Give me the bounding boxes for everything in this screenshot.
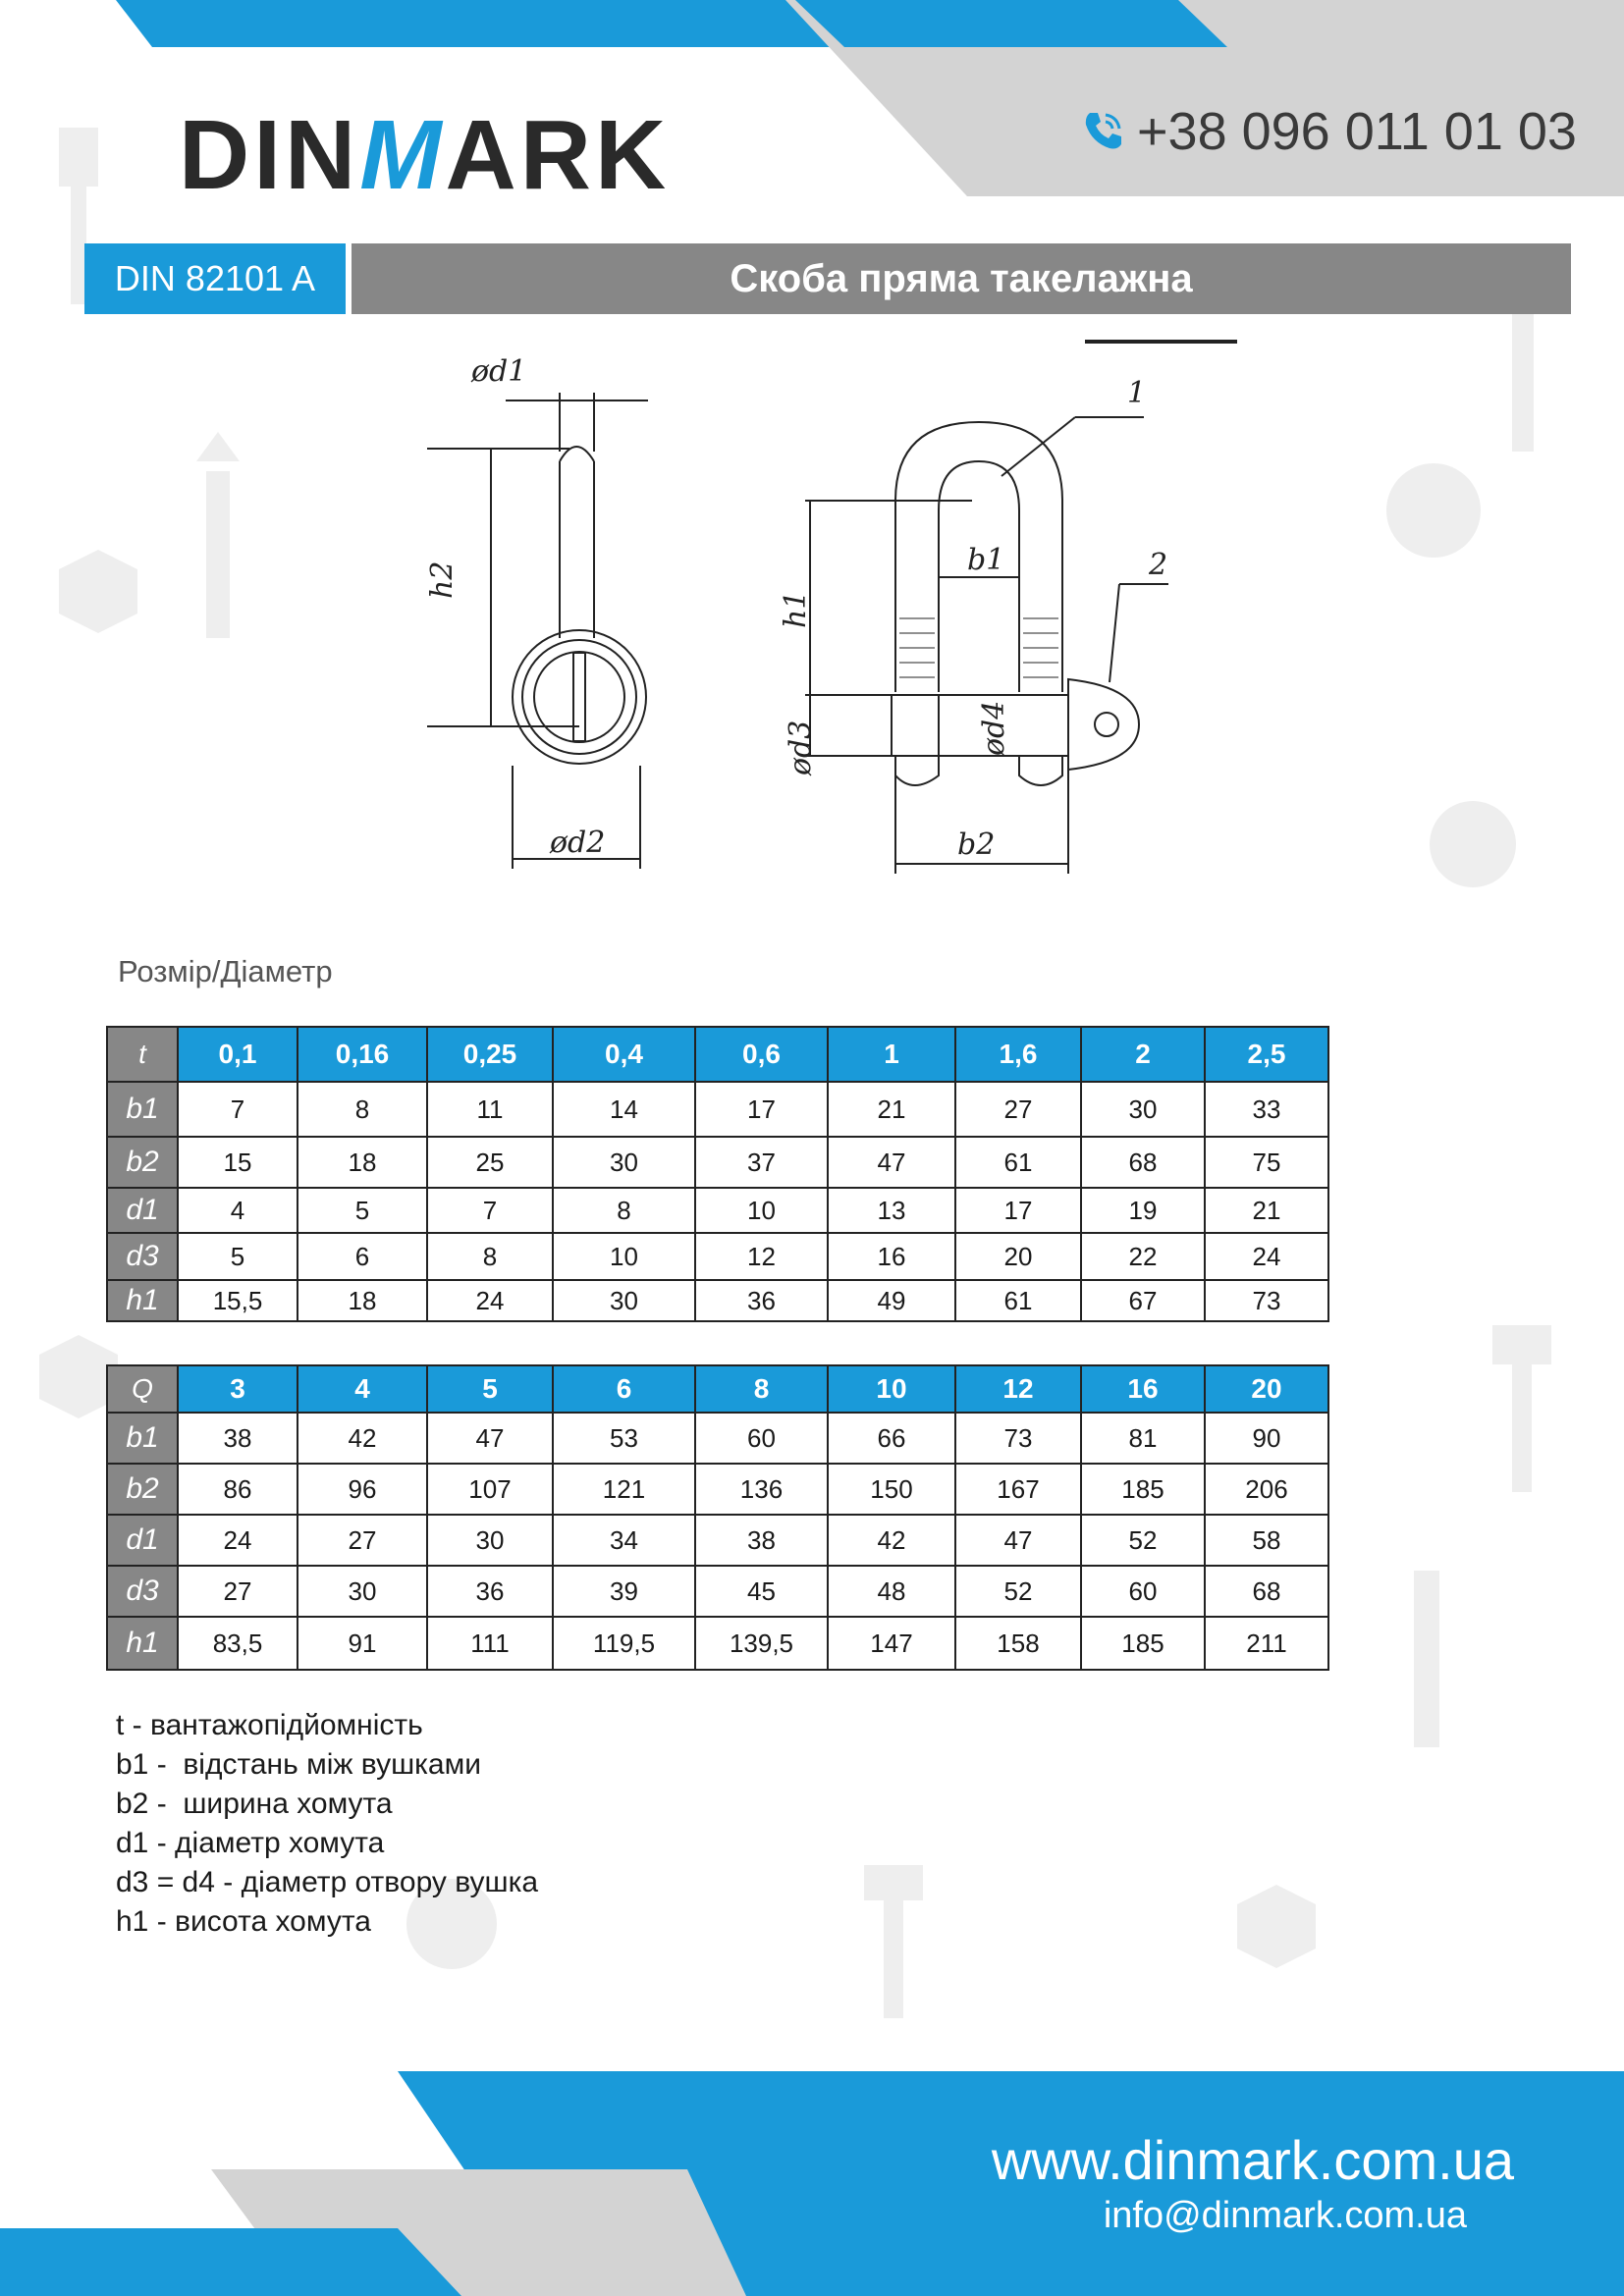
row-label: d1 [107,1515,178,1566]
table-header-cell: 1 [828,1027,955,1082]
table-cell: 150 [828,1464,955,1515]
table-cell: 91 [298,1617,427,1670]
table-header-cell: 0,1 [178,1027,298,1082]
eye-outer [513,630,646,764]
table-cell: 86 [178,1464,298,1515]
table-cell: 10 [695,1188,828,1233]
technical-drawing [393,334,1237,893]
table-cell: 17 [955,1188,1081,1233]
table-cell: 30 [553,1280,695,1321]
table-cell: 38 [178,1413,298,1464]
table-cell: 7 [427,1188,553,1233]
callout-2: 2 [1149,548,1168,582]
table-row [107,1233,1328,1280]
table-cell: 27 [178,1566,298,1617]
table-cell: 167 [955,1464,1081,1515]
email-link[interactable]: info@dinmark.com.ua [1103,2195,1467,2236]
table-cell: 30 [1081,1082,1205,1137]
table-cell: 15 [178,1137,298,1188]
row-label: b1 [107,1082,178,1137]
eye-inner [534,652,624,742]
row-label: d3 [107,1233,178,1280]
table-cell: 5 [298,1188,427,1233]
table-row [107,1280,1328,1321]
table-cell: 37 [695,1137,828,1188]
table-cell: 7 [178,1082,298,1137]
table-row [107,1413,1328,1464]
table-header-cell: 0,4 [553,1027,695,1082]
table-cell: 8 [298,1082,427,1137]
table-cell: 68 [1205,1566,1328,1617]
table-row [107,1082,1328,1137]
table-header-cell: 5 [427,1365,553,1413]
table-cell: 47 [828,1137,955,1188]
callout-1: 1 [1127,376,1147,410]
table-header-cell: 16 [1081,1365,1205,1413]
table-cell: 8 [427,1233,553,1280]
table-cell: 185 [1081,1617,1205,1670]
row-label: h1 [107,1280,178,1321]
table-cell: 60 [695,1413,828,1464]
table-header-cell: 0,6 [695,1027,828,1082]
screw-icon [196,432,240,638]
table-cell: 73 [955,1413,1081,1464]
bolt-icon [864,1865,923,2018]
table-cell: 83,5 [178,1617,298,1670]
table-cell: 18 [298,1137,427,1188]
legend-item: h1 - висота хомута [116,1905,371,1938]
table-cell: 8 [553,1188,695,1233]
table-cell: 13 [828,1188,955,1233]
legend [116,1706,538,1942]
table-header-cell: 2 [1081,1027,1205,1082]
table-row [107,1617,1328,1670]
screw-icon [1414,1571,1439,1747]
label-d3: ød3 [784,720,818,775]
shackle-side-leg [560,461,594,638]
table-cell: 27 [298,1515,427,1566]
table-cell: 24 [1205,1233,1328,1280]
legend-item: b2 - ширина хомута [116,1788,393,1820]
label-h1: h1 [779,590,813,628]
table-cell: 52 [955,1566,1081,1617]
table-header-cell: 10 [828,1365,955,1413]
table-cell: 119,5 [553,1617,695,1670]
table-cell: 53 [553,1413,695,1464]
table-cell: 58 [1205,1515,1328,1566]
table-cell: 21 [1205,1188,1328,1233]
table-cell: 136 [695,1464,828,1515]
row-label: b2 [107,1137,178,1188]
website-link[interactable]: www.dinmark.com.ua [991,2129,1514,2191]
row-label: h1 [107,1617,178,1670]
table-cell: 96 [298,1464,427,1515]
table-cell: 33 [1205,1082,1328,1137]
table-cell: 75 [1205,1137,1328,1188]
standard-code: DIN 82101 A [84,243,346,314]
table-header-cell: 4 [298,1365,427,1413]
table-cell: 147 [828,1617,955,1670]
table-row [107,1566,1328,1617]
table-header-row [107,1027,1328,1082]
table-cell: 52 [1081,1515,1205,1566]
washer-icon [1386,463,1481,558]
row-label: b2 [107,1464,178,1515]
table-cell: 81 [1081,1413,1205,1464]
table-cell: 139,5 [695,1617,828,1670]
table-cell: 39 [553,1566,695,1617]
table-cell: 24 [178,1515,298,1566]
brand-logo: DINMARK [179,100,671,210]
table-cell: 5 [178,1233,298,1280]
table-cell: 19 [1081,1188,1205,1233]
row-label: b1 [107,1413,178,1464]
table-cell: 47 [955,1515,1081,1566]
table-cell: 38 [695,1515,828,1566]
table-cell: 60 [1081,1566,1205,1617]
table-header-cell: 8 [695,1365,828,1413]
table-cell: 20 [955,1233,1081,1280]
table-cell: 42 [828,1515,955,1566]
table-cell: 16 [828,1233,955,1280]
legend-item: t - вантажопідйомність [116,1709,423,1741]
label-h2: h2 [425,561,460,599]
table-cell: 6 [298,1233,427,1280]
label-d4: ød4 [977,700,1011,756]
pin-slot [573,653,585,741]
table-cell: 17 [695,1082,828,1137]
nut-icon [1237,1885,1316,1968]
table-cell: 49 [828,1280,955,1321]
bolt-icon [1492,1325,1551,1492]
table-cell: 15,5 [178,1280,298,1321]
table-cell: 107 [427,1464,553,1515]
table-cell: 25 [427,1137,553,1188]
row-label: d3 [107,1566,178,1617]
table-cell: 42 [298,1413,427,1464]
phone-number: +38 096 011 01 03 [1137,102,1577,161]
table-cell: 206 [1205,1464,1328,1515]
table-cell: 66 [828,1413,955,1464]
table-row [107,1515,1328,1566]
table-cell: 36 [695,1280,828,1321]
table-header-cell: 3 [178,1365,298,1413]
table-cell: 30 [427,1515,553,1566]
table-header-row [107,1365,1328,1413]
table-cell: 18 [298,1280,427,1321]
legend-item: d3 = d4 - діаметр отвору вушка [116,1866,539,1898]
row-label: d1 [107,1188,178,1233]
table-cell: 61 [955,1280,1081,1321]
label-d1: ød1 [471,354,527,389]
table-header-cell: 0,25 [427,1027,553,1082]
table-cell: 27 [955,1082,1081,1137]
table-header-cell: 20 [1205,1365,1328,1413]
product-title: Скоба пряма такелажна [352,243,1571,314]
spec-table-2 [106,1364,1329,1671]
phone-contact[interactable] [1078,102,1577,161]
table-cell: 90 [1205,1413,1328,1464]
table-header-cell: 0,16 [298,1027,427,1082]
pin-hole [1095,713,1118,736]
table-header-cell: 6 [553,1365,695,1413]
table-cell: 14 [553,1082,695,1137]
table-cell: 30 [298,1566,427,1617]
table-cell: 11 [427,1082,553,1137]
table-header-label: Q [107,1365,178,1413]
legend-item: b1 - відстань між вушками [116,1748,481,1781]
table-cell: 24 [427,1280,553,1321]
washer-icon [1430,801,1516,887]
table-cell: 67 [1081,1280,1205,1321]
phone-icon [1078,107,1127,156]
table-cell: 68 [1081,1137,1205,1188]
nut-icon [59,550,137,633]
table-cell: 185 [1081,1464,1205,1515]
table-row [107,1188,1328,1233]
table-cell: 45 [695,1566,828,1617]
table-header-cell: 12 [955,1365,1081,1413]
eye-middle [522,640,636,754]
pin-head [1068,679,1139,770]
legend-item: d1 - діаметр хомута [116,1827,385,1859]
table-cell: 48 [828,1566,955,1617]
spec-table-1 [106,1026,1329,1322]
table-header-label: t [107,1027,178,1082]
table-cell: 10 [553,1233,695,1280]
label-b2: b2 [957,828,996,862]
table-cell: 211 [1205,1617,1328,1670]
table-header-cell: 1,6 [955,1027,1081,1082]
table-cell: 22 [1081,1233,1205,1280]
table-cell: 4 [178,1188,298,1233]
table-cell: 61 [955,1137,1081,1188]
table-cell: 121 [553,1464,695,1515]
section-label: Розмір/Діаметр [118,954,333,988]
table-header-cell: 2,5 [1205,1027,1328,1082]
label-b1: b1 [967,543,1005,577]
table-cell: 73 [1205,1280,1328,1321]
table-row [107,1464,1328,1515]
table-cell: 111 [427,1617,553,1670]
table-cell: 34 [553,1515,695,1566]
table-cell: 36 [427,1566,553,1617]
table-cell: 30 [553,1137,695,1188]
table-cell: 21 [828,1082,955,1137]
table-cell: 158 [955,1617,1081,1670]
table-row [107,1137,1328,1188]
label-d2: ød2 [550,826,606,860]
table-cell: 12 [695,1233,828,1280]
table-cell: 47 [427,1413,553,1464]
